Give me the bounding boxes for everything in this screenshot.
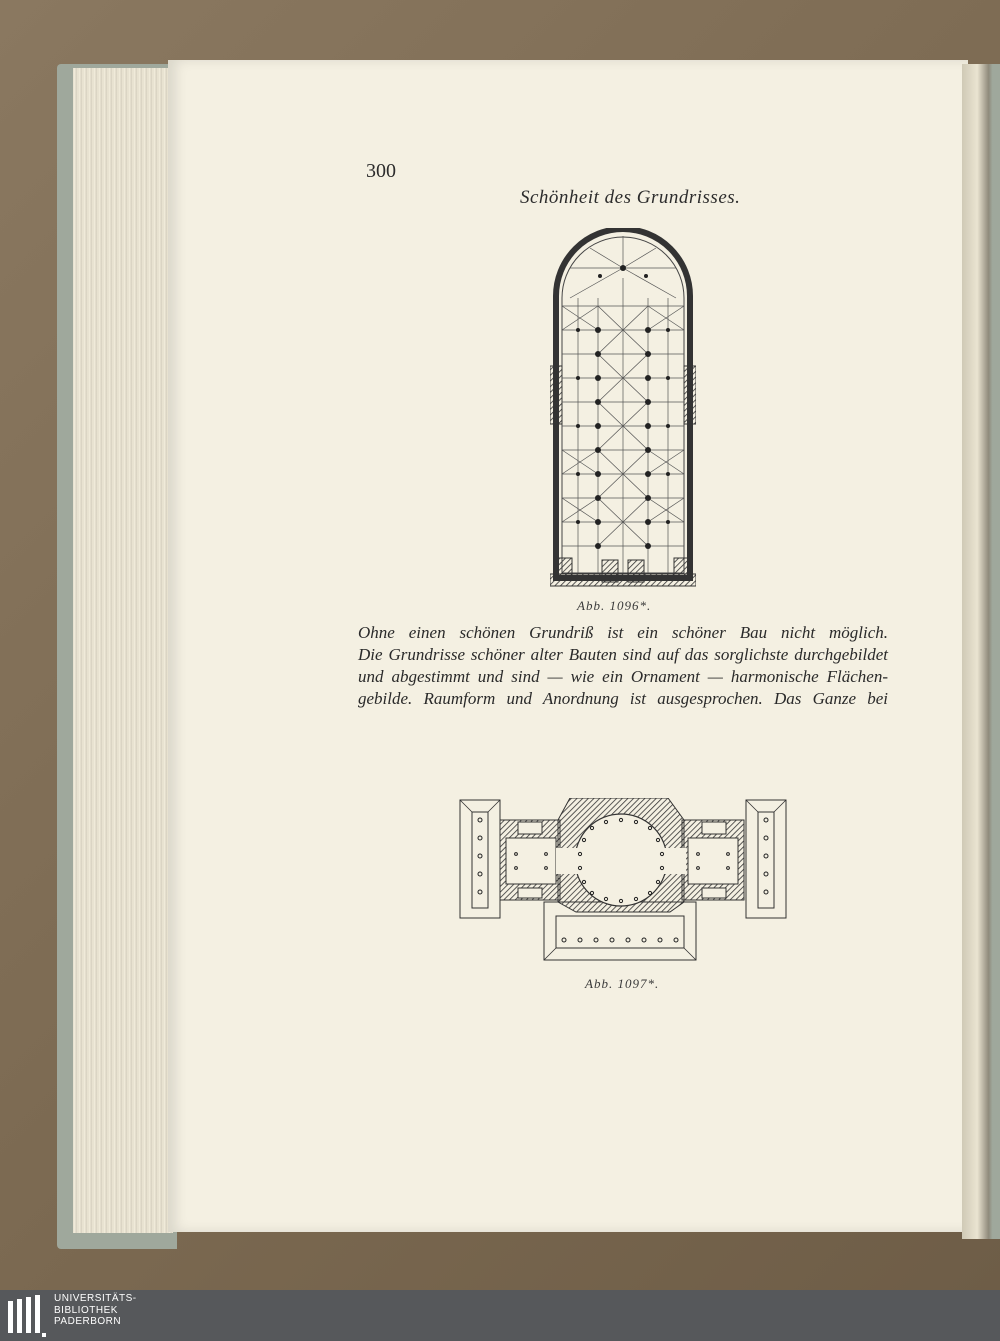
logo-line: PADERBORN <box>54 1316 122 1327</box>
page-edges <box>73 68 173 1233</box>
body-line: Ohne einen schönen Grundriß ist ein schöner Bau nicht möglich. <box>358 623 888 642</box>
facing-page-edge <box>962 64 1000 1239</box>
page-number: 300 <box>366 160 396 182</box>
cathedral-floor-plan-image <box>550 228 696 590</box>
logo-line: BIBLIOTHEK <box>54 1304 118 1316</box>
library-footer-bar <box>0 1290 1000 1341</box>
figure-caption-1097: Abb. 1097*. <box>585 976 660 991</box>
body-line: und abgestimmt und sind — wie ein Ornament — harmonische Flächen- <box>358 667 888 686</box>
body-line: Die Grundrisse schöner alter Bauten sind auf das sorglichste durchgebildet <box>358 645 888 664</box>
central-building-floor-plan-image <box>458 798 788 964</box>
running-head: Schönheit des Grundrisses. <box>520 187 741 208</box>
library-logo-mark <box>6 1293 48 1339</box>
library-logo-text <box>54 1293 137 1328</box>
body-line: gebilde. Raumform und Anordnung ist ausgesprochen. Das Ganze bei <box>358 689 888 708</box>
figure-caption-1096: Abb. 1096*. <box>577 598 652 613</box>
body-paragraph <box>358 622 888 710</box>
logo-line: UNIVERSITÄTS- <box>54 1293 137 1304</box>
